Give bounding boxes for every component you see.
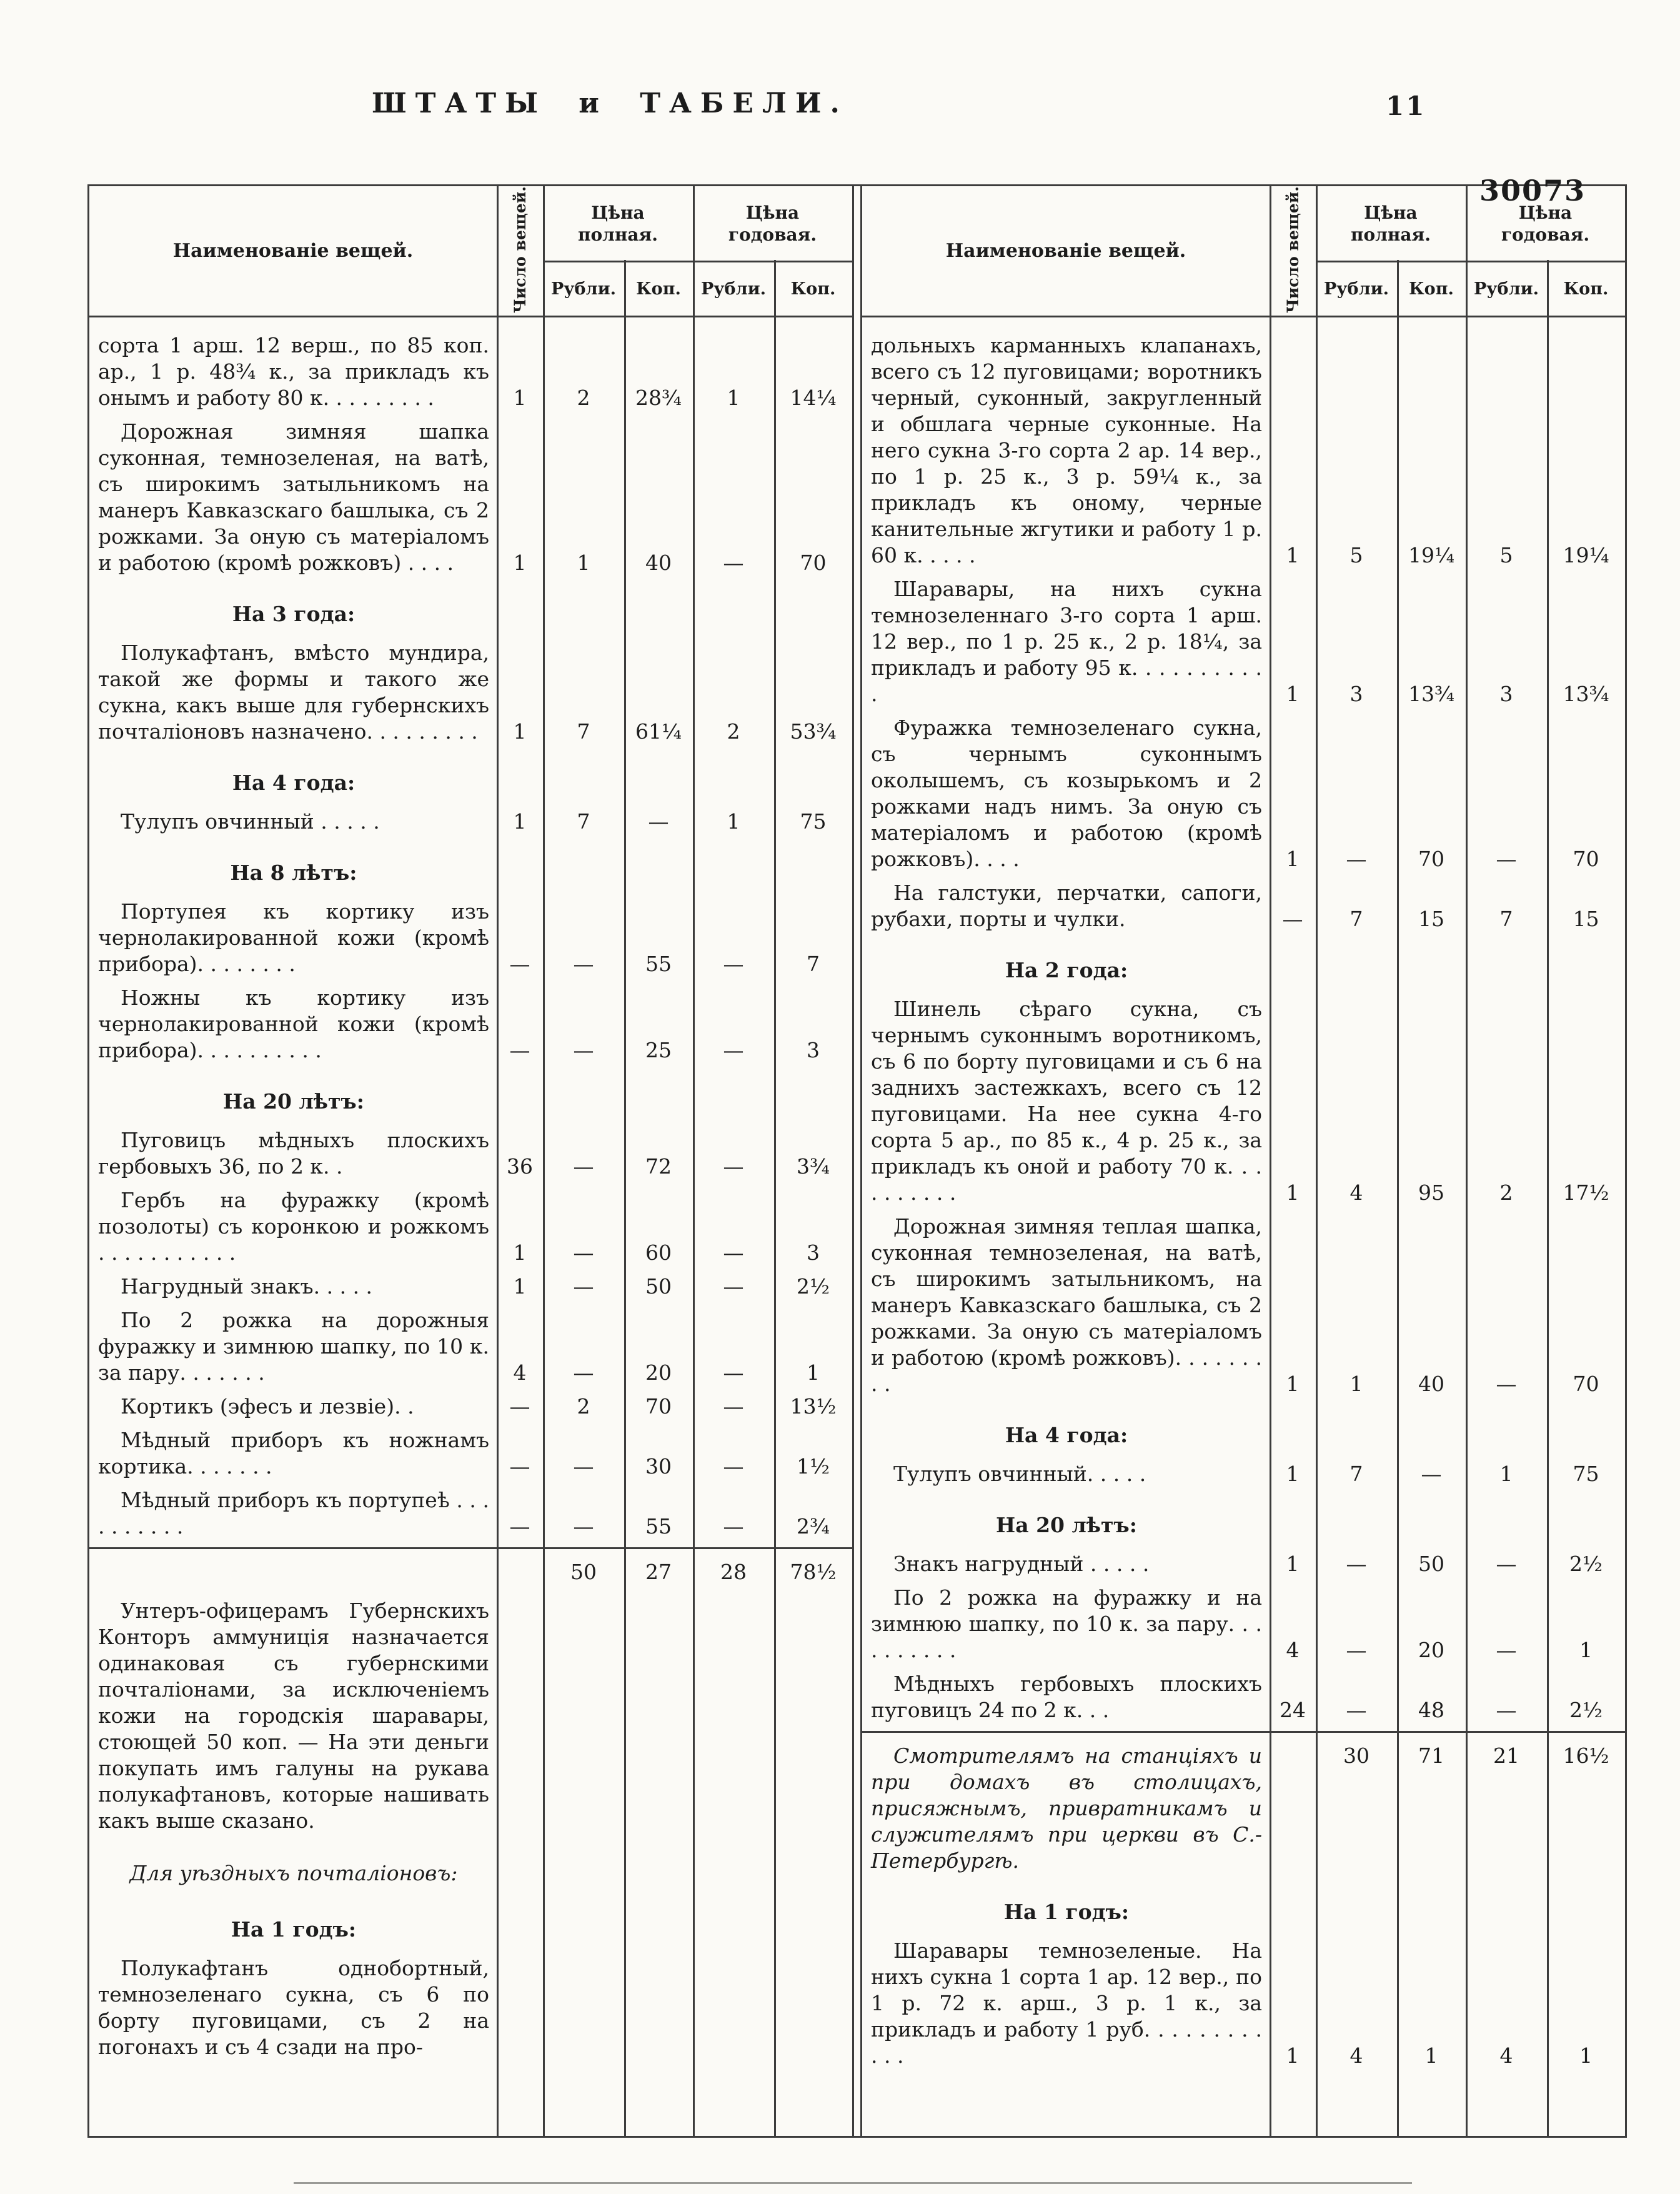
kop-full-value: 48 <box>1418 1698 1444 1723</box>
kop-year-value: 7 <box>807 952 820 977</box>
kop-year-value: 2½ <box>1569 1698 1603 1723</box>
item-name: Смотрителямъ на станціяхъ и при домахъ въ столицахъ, присяжнымъ, привратникамъ и служителямъ при церкви въ С.-Петербургѣ. <box>862 1732 1270 1882</box>
kop-year-value: 75 <box>1573 1462 1599 1487</box>
rub-full-value: — <box>1346 1638 1367 1663</box>
item-name: Мѣдный приборъ къ ножнамъ кортика. . . . . . . <box>98 1428 489 1479</box>
rub-year-value: — <box>723 1394 744 1419</box>
kop-full-value: 20 <box>645 1360 672 1385</box>
rub-full-value: 7 <box>577 719 590 744</box>
rub-full-value: 1 <box>577 551 590 576</box>
count-value: — <box>1282 907 1303 932</box>
rub-full-value: 3 <box>1349 682 1363 707</box>
item-name: Ножны къ кортику изъ чернолакированной кожи (кромѣ прибора). . . . . . . . . . <box>98 985 489 1063</box>
count-value <box>497 1842 543 1899</box>
rub-year-value: — <box>1496 1638 1517 1663</box>
table-row <box>862 996 1625 1214</box>
kop-year-value <box>774 752 852 809</box>
item-name: Тулупъ овчинный. . . . . <box>893 1462 1146 1487</box>
count-value: 1 <box>513 551 527 576</box>
kop-full-value <box>624 1593 693 1842</box>
rub-full-value: — <box>573 1360 594 1385</box>
rub-year-value <box>693 1955 774 2068</box>
rub-full-value <box>543 752 624 809</box>
count-value: 1 <box>1286 543 1300 568</box>
count-value: — <box>509 1394 530 1419</box>
item-name: Шинель сѣраго сукна, съ чернымъ суконнымъ воротникомъ, съ 6 по борту пуговицами и съ 6 на заднихъ застежкахъ, всего съ 12 пуговицами. На нее сукна 4-го сорта 5 ар., по 85 к., 4 р. 25 к., за прикладъ къ оной и работу 70 к. . . . . . . . . . <box>871 997 1262 1205</box>
rub-year-value: — <box>723 1240 744 1265</box>
rub-full-value <box>543 1842 624 1899</box>
rub-year-value <box>1466 1882 1547 1938</box>
kop-full-value: — <box>648 809 669 834</box>
kop-year-value <box>774 1842 852 1899</box>
kop-full-value: — <box>1421 1462 1442 1487</box>
kop-full-value: 70 <box>1418 847 1444 872</box>
table-row <box>862 1938 1625 2077</box>
kop-year-value: 1½ <box>797 1454 830 1479</box>
table-row <box>89 985 852 1071</box>
kop-year-value <box>1547 1405 1625 1461</box>
rub-full-value: — <box>573 952 594 977</box>
rub-year-value <box>1466 940 1547 996</box>
rub-year-value: 3 <box>1499 682 1513 707</box>
table-row <box>89 1487 852 1548</box>
kop-year-value: 70 <box>1573 1372 1599 1397</box>
kop-year-value <box>774 1071 852 1127</box>
count-value <box>497 584 543 640</box>
count-value <box>497 1955 543 2068</box>
kop-full-value <box>624 842 693 899</box>
count-value: 1 <box>1286 1372 1300 1397</box>
rub-year-value <box>693 1899 774 1955</box>
rub-full-value: — <box>573 1154 594 1179</box>
table-row <box>862 1495 1625 1551</box>
column-header-count-label: Число вещей. <box>510 186 529 314</box>
kop-full-value: 72 <box>645 1154 672 1179</box>
rub-full-value: — <box>573 1454 594 1479</box>
count-value: 4 <box>1286 1638 1300 1663</box>
count-value: 1 <box>513 1274 527 1299</box>
column-header-kop: Коп. <box>1547 262 1625 317</box>
item-name: сорта 1 арш. 12 верш., по 85 коп. ар., 1 р. 48¾ к., за прикладъ къ онымъ и работу 80 к. . . . . . . . . <box>98 333 489 411</box>
table-row <box>89 1127 852 1187</box>
kop-year-value: 17½ <box>1563 1180 1609 1205</box>
item-name: Полукафтанъ однобортный, темнозеленаго сукна, съ 6 по борту пуговицами, съ 2 на погонахъ и съ 4 сзади на про- <box>98 1956 489 2060</box>
count-value <box>1270 1882 1316 1938</box>
table-row <box>862 1671 1625 1732</box>
table-row <box>862 880 1625 940</box>
rub-full-value: 7 <box>1349 907 1363 932</box>
kop-full-value: 95 <box>1418 1180 1444 1205</box>
kop-full-value <box>1397 940 1466 996</box>
item-name: Шаравары, на нихъ сукна темнозеленнаго 3-го сорта 1 арш. 12 вер., по 1 р. 25 к., 2 р. 18¼, за прикладъ и работу 95 к. . . . . . . . . . . <box>871 577 1262 707</box>
item-name: На 1 годъ: <box>231 1917 357 1942</box>
kop-year-value <box>1547 940 1625 996</box>
kop-full-value: 50 <box>645 1274 672 1299</box>
count-value: 1 <box>513 809 527 834</box>
kop-full-value <box>624 1899 693 1955</box>
left-table <box>89 186 852 2068</box>
count-value: 1 <box>1286 682 1300 707</box>
rub-year-value <box>693 1071 774 1127</box>
count-value <box>497 1071 543 1127</box>
item-name: На 2 года: <box>1005 958 1128 983</box>
kop-full-value: 1 <box>1424 2043 1438 2068</box>
kop-full-value: 27 <box>624 1548 693 1593</box>
table-row <box>89 317 852 419</box>
column-header-price-year: Цѣна годовая. <box>1466 186 1625 262</box>
count-value: 1 <box>1286 847 1300 872</box>
table-row <box>89 752 852 809</box>
right-table <box>862 186 1625 2077</box>
rub-full-value: 7 <box>1349 1462 1363 1487</box>
kop-full-value <box>624 1071 693 1127</box>
table-row <box>89 1955 852 2068</box>
item-name: Знакъ нагрудный . . . . . <box>893 1552 1150 1577</box>
table-row <box>862 1585 1625 1671</box>
item-name: Шаравары темнозеленые. На нихъ сукна 1 сорта 1 ар. 12 вер., по 1 р. 72 к. арш., 3 р. 1 к., за прикладъ и работу 1 руб. . . . . . . . . . . . <box>871 1938 1262 2068</box>
column-header-kop: Коп. <box>774 262 852 317</box>
rub-year-value: 1 <box>727 809 740 834</box>
rub-year-value: — <box>723 1154 744 1179</box>
table-row <box>89 809 852 842</box>
kop-year-value: 3¾ <box>797 1154 830 1179</box>
count-value: 1 <box>1286 1180 1300 1205</box>
kop-year-value: 19¼ <box>1563 543 1609 568</box>
kop-full-value <box>624 1842 693 1899</box>
item-name: Кортикъ (эфесъ и лезвіе). . <box>121 1394 414 1419</box>
kop-year-value <box>1547 1882 1625 1938</box>
doc-number: 30073 <box>1479 174 1586 207</box>
table-row <box>89 1899 852 1955</box>
rub-full-value: 50 <box>543 1548 624 1593</box>
column-header-rub: Рубли. <box>693 262 774 317</box>
table-row <box>89 640 852 752</box>
table-row <box>89 899 852 985</box>
item-name: На 20 лѣтъ: <box>223 1089 364 1114</box>
rub-year-value: 4 <box>1499 2043 1513 2068</box>
table-row <box>89 1548 852 1593</box>
kop-year-value <box>774 1955 852 2068</box>
table-row <box>89 1071 852 1127</box>
column-header-rub: Рубли. <box>543 262 624 317</box>
item-name: На 4 года: <box>232 770 355 795</box>
count-value <box>1270 940 1316 996</box>
kop-year-value: 16½ <box>1547 1732 1625 1882</box>
table-row <box>89 1307 852 1394</box>
count-value: 1 <box>513 1240 527 1265</box>
kop-year-value: 3 <box>807 1240 820 1265</box>
kop-year-value: 1 <box>807 1360 820 1385</box>
table-row <box>862 1882 1625 1938</box>
column-header-kop: Коп. <box>624 262 693 317</box>
rub-full-value <box>543 584 624 640</box>
kop-full-value <box>624 752 693 809</box>
rub-full-value <box>543 1899 624 1955</box>
kop-full-value: 19¼ <box>1408 543 1454 568</box>
item-name: По 2 рожка на фуражку и на зимнюю шапку, по 10 к. за пару. . . . . . . . . . <box>871 1585 1262 1663</box>
count-value: 1 <box>1286 1462 1300 1487</box>
kop-full-value: 13¾ <box>1408 682 1454 707</box>
table-row <box>89 1274 852 1307</box>
kop-year-value: 2¾ <box>797 1514 830 1539</box>
rub-full-value <box>1316 940 1397 996</box>
kop-year-value: 15 <box>1573 907 1599 932</box>
kop-full-value: 40 <box>645 551 672 576</box>
kop-full-value <box>624 1955 693 2068</box>
kop-year-value: 75 <box>800 809 827 834</box>
kop-full-value: 61¼ <box>635 719 682 744</box>
item-name: дольныхъ карманныхъ клапанахъ, всего съ 12 пуговицами; воротникъ черный, суконный, закругленный и обшлага черные суконные. На него сукна 3-го сорта 2 ар. 14 вер., по 1 р. 25 к., 3 р. 59¼ к., за прикладъ къ оному, черные канительные жгутики и работу 1 р. 60 к. . . . . <box>871 333 1262 568</box>
rub-year-value: — <box>723 1360 744 1385</box>
rub-year-value: 1 <box>1499 1462 1513 1487</box>
rub-full-value <box>543 842 624 899</box>
table-row <box>862 1551 1625 1585</box>
table-row <box>862 940 1625 996</box>
column-header-kop: Коп. <box>1397 262 1466 317</box>
rub-year-value <box>1466 1405 1547 1461</box>
kop-full-value: 50 <box>1418 1552 1444 1577</box>
rub-full-value: — <box>573 1514 594 1539</box>
count-value: 1 <box>1286 2043 1300 2068</box>
rub-full-value: 7 <box>577 809 590 834</box>
column-header-count <box>1270 186 1316 317</box>
kop-year-value: 3 <box>807 1038 820 1063</box>
rub-full-value <box>1316 1495 1397 1551</box>
rub-full-value: — <box>573 1274 594 1299</box>
rub-year-value: 2 <box>727 719 740 744</box>
count-value: 36 <box>507 1154 533 1179</box>
kop-full-value: 60 <box>645 1240 672 1265</box>
kop-year-value: 70 <box>800 551 827 576</box>
rub-year-value: — <box>723 551 744 576</box>
rub-year-value: — <box>1496 847 1517 872</box>
page-number: 11 <box>1386 91 1426 121</box>
count-value: 1 <box>513 386 527 411</box>
item-name <box>89 1548 497 1593</box>
count-value: 1 <box>1286 1552 1300 1577</box>
item-name: Мѣдныхъ гербовыхъ плоскихъ пуговицъ 24 по 2 к. . . <box>871 1672 1262 1723</box>
rub-full-value <box>543 1071 624 1127</box>
item-name: Мѣдный приборъ къ портупеѣ . . . . . . . . . . <box>98 1488 489 1539</box>
item-name: На 4 года: <box>1005 1423 1128 1448</box>
kop-year-value: 2½ <box>1569 1552 1603 1577</box>
kop-year-value: 2½ <box>797 1274 830 1299</box>
table-row <box>89 1427 852 1487</box>
page-title: ШТАТЫ и ТАБЕЛИ. <box>372 87 848 119</box>
column-divider <box>852 186 862 2136</box>
rub-full-value: — <box>573 1038 594 1063</box>
item-name: По 2 рожка на дорожныя фуражку и зимнюю шапку, по 10 к. за пару. . . . . . . <box>98 1308 489 1385</box>
rub-year-value: 5 <box>1499 543 1513 568</box>
item-name: На 20 лѣтъ: <box>996 1513 1137 1538</box>
item-name: Гербъ на фуражку (кромѣ позолоты) съ коронкою и рожкомъ . . . . . . . . . . . <box>98 1188 489 1265</box>
item-name: Унтеръ-офицерамъ Губернскихъ Конторъ аммуниція назначается одинаковая съ губернскими почталіонами, за исключеніемъ кожи на городскія шаравары, стоющей 50 коп. — На эти деньги покупать имъ галуны на рукава полукафтановъ, которые нашивать какъ выше сказано. <box>98 1598 489 1833</box>
item-name: Полукафтанъ, вмѣсто мундира, такой же формы и такого же сукна, какъ выше для губернскихъ почталіоновъ назначено. . . . . . . . . <box>98 641 489 744</box>
item-name: Пуговицъ мѣдныхъ плоскихъ гербовыхъ 36, по 2 к. . <box>98 1128 489 1179</box>
kop-full-value: 25 <box>645 1038 672 1063</box>
item-name: Дорожная зимняя шапка суконная, темнозеленая, на ватѣ, съ широкимъ затыльникомъ на манеръ Кавказскаго башлыка, съ 2 рожками. За оную съ матеріаломъ и работою (кромѣ рожковъ) . . . . <box>98 419 489 576</box>
kop-full-value: 40 <box>1418 1372 1444 1397</box>
count-value: 24 <box>1280 1698 1306 1723</box>
staff-price-table <box>87 184 1627 2138</box>
column-header-rub: Рубли. <box>1466 262 1547 317</box>
rub-full-value: 2 <box>577 1394 590 1419</box>
rub-full-value <box>1316 1882 1397 1938</box>
rub-year-value: — <box>723 1454 744 1479</box>
kop-year-value <box>774 584 852 640</box>
kop-full-value: 55 <box>645 1514 672 1539</box>
rub-year-value: — <box>1496 1698 1517 1723</box>
table-row <box>89 1394 852 1427</box>
rub-full-value <box>1316 1405 1397 1461</box>
kop-year-value <box>774 1899 852 1955</box>
kop-year-value: 1 <box>1579 1638 1593 1663</box>
rub-full-value: 2 <box>577 386 590 411</box>
column-header-name: Наименованіе вещей. <box>89 186 497 317</box>
item-name: Нагрудный знакъ. . . . . <box>121 1274 373 1299</box>
column-header-name: Наименованіе вещей. <box>862 186 1270 317</box>
table-left-half <box>89 186 852 2136</box>
count-value <box>1270 1405 1316 1461</box>
kop-year-value <box>1547 1495 1625 1551</box>
rub-full-value: 30 <box>1316 1732 1397 1882</box>
rub-full-value: — <box>1346 1698 1367 1723</box>
kop-full-value <box>624 584 693 640</box>
kop-full-value: 30 <box>645 1454 672 1479</box>
rub-year-value: — <box>723 952 744 977</box>
count-value: 1 <box>513 719 527 744</box>
table-row <box>862 715 1625 880</box>
table-row <box>89 842 852 899</box>
item-name: На галстуки, перчатки, сапоги, рубахи, порты и чулки. <box>871 880 1262 932</box>
count-value: — <box>509 952 530 977</box>
kop-full-value: 28¾ <box>635 386 682 411</box>
kop-year-value: 53¾ <box>790 719 837 744</box>
count-value <box>497 1593 543 1842</box>
column-header-rub: Рубли. <box>1316 262 1397 317</box>
rub-full-value: 1 <box>1349 1372 1363 1397</box>
count-value <box>497 752 543 809</box>
rub-year-value <box>693 842 774 899</box>
rub-year-value: — <box>1496 1372 1517 1397</box>
rub-year-value: — <box>723 1514 744 1539</box>
rub-year-value: — <box>1496 1552 1517 1577</box>
column-header-count <box>497 186 543 317</box>
table-row <box>89 419 852 584</box>
scan-edge-artifact <box>294 2182 1412 2184</box>
item-name: Фуражка темнозеленаго сукна, съ чернымъ суконнымъ околышемъ, съ козырькомъ и 2 рожками надъ нимъ. За оную съ матеріаломъ и работою (кромѣ рожковъ). . . . <box>871 716 1262 872</box>
table-row <box>862 317 1625 577</box>
rub-year-value: 7 <box>1499 907 1513 932</box>
column-header-price-full: Цѣна полная. <box>1316 186 1466 262</box>
kop-year-value: 1 <box>1579 2043 1593 2068</box>
table-right-half <box>862 186 1625 2136</box>
kop-full-value: 20 <box>1418 1638 1444 1663</box>
rub-year-value: 1 <box>727 386 740 411</box>
count-value: — <box>509 1038 530 1063</box>
count-value <box>497 842 543 899</box>
rub-year-value <box>693 752 774 809</box>
table-row <box>862 1214 1625 1405</box>
kop-full-value: 55 <box>645 952 672 977</box>
table-row <box>862 576 1625 715</box>
column-header-price-year: Цѣна годовая. <box>693 186 852 262</box>
rub-year-value <box>693 1593 774 1842</box>
kop-year-value: 13½ <box>790 1394 837 1419</box>
item-name: На 8 лѣтъ: <box>230 860 357 885</box>
item-name: Тулупъ овчинный . . . . . <box>121 809 380 834</box>
rub-year-value <box>693 1842 774 1899</box>
count-value <box>1270 1495 1316 1551</box>
kop-year-value <box>774 842 852 899</box>
rub-year-value <box>1466 1495 1547 1551</box>
rub-year-value: 21 <box>1466 1732 1547 1882</box>
rub-year-value <box>693 584 774 640</box>
rub-full-value: 4 <box>1349 2043 1363 2068</box>
column-header-price-full: Цѣна полная. <box>543 186 693 262</box>
rub-full-value: 4 <box>1349 1180 1363 1205</box>
rub-year-value: 2 <box>1499 1180 1513 1205</box>
rub-full-value <box>543 1593 624 1842</box>
kop-full-value: 70 <box>645 1394 672 1419</box>
kop-full-value <box>1397 1882 1466 1938</box>
table-row <box>862 1405 1625 1461</box>
count-value: 4 <box>513 1360 527 1385</box>
item-name: Дорожная зимняя теплая шапка, суконная темнозеленая, на ватѣ, съ широкимъ затыльникомъ, на манеръ Кавказскаго башлыка, съ 2 рожками. За оную съ матеріаломъ и работою (кромѣ рожковъ). . . . . . . . . <box>871 1214 1262 1397</box>
kop-full-value: 15 <box>1418 907 1444 932</box>
count-value: — <box>509 1454 530 1479</box>
column-header-count-label: Число вещей. <box>1283 186 1302 314</box>
kop-year-value: 70 <box>1573 847 1599 872</box>
rub-full-value <box>543 1955 624 2068</box>
rub-full-value: — <box>573 1240 594 1265</box>
kop-year-value: 14¼ <box>790 386 837 411</box>
rub-full-value: — <box>1346 1552 1367 1577</box>
kop-full-value: 71 <box>1397 1732 1466 1882</box>
rub-full-value: — <box>1346 847 1367 872</box>
rub-full-value: 5 <box>1349 543 1363 568</box>
table-row <box>89 1187 852 1274</box>
table-row <box>89 1842 852 1899</box>
count-value <box>1270 1732 1316 1882</box>
rub-year-value: — <box>723 1038 744 1063</box>
count-value: — <box>509 1514 530 1539</box>
kop-year-value: 78½ <box>774 1548 852 1593</box>
kop-full-value <box>1397 1405 1466 1461</box>
table-row <box>862 1461 1625 1495</box>
kop-year-value <box>774 1593 852 1842</box>
table-row <box>89 1593 852 1842</box>
kop-full-value <box>1397 1495 1466 1551</box>
table-row <box>89 584 852 640</box>
item-name: Для уѣздныхъ почталіоновъ: <box>129 1861 458 1886</box>
count-value <box>497 1899 543 1955</box>
item-name: На 1 годъ: <box>1003 1900 1130 1925</box>
count-value <box>497 1548 543 1593</box>
item-name: Портупея къ кортику изъ чернолакированной кожи (кромѣ прибора). . . . . . . . <box>98 899 489 977</box>
rub-year-value: 28 <box>693 1548 774 1593</box>
table-row <box>862 1732 1625 1882</box>
item-name: На 3 года: <box>232 602 355 627</box>
kop-year-value: 13¾ <box>1563 682 1609 707</box>
rub-year-value: — <box>723 1274 744 1299</box>
